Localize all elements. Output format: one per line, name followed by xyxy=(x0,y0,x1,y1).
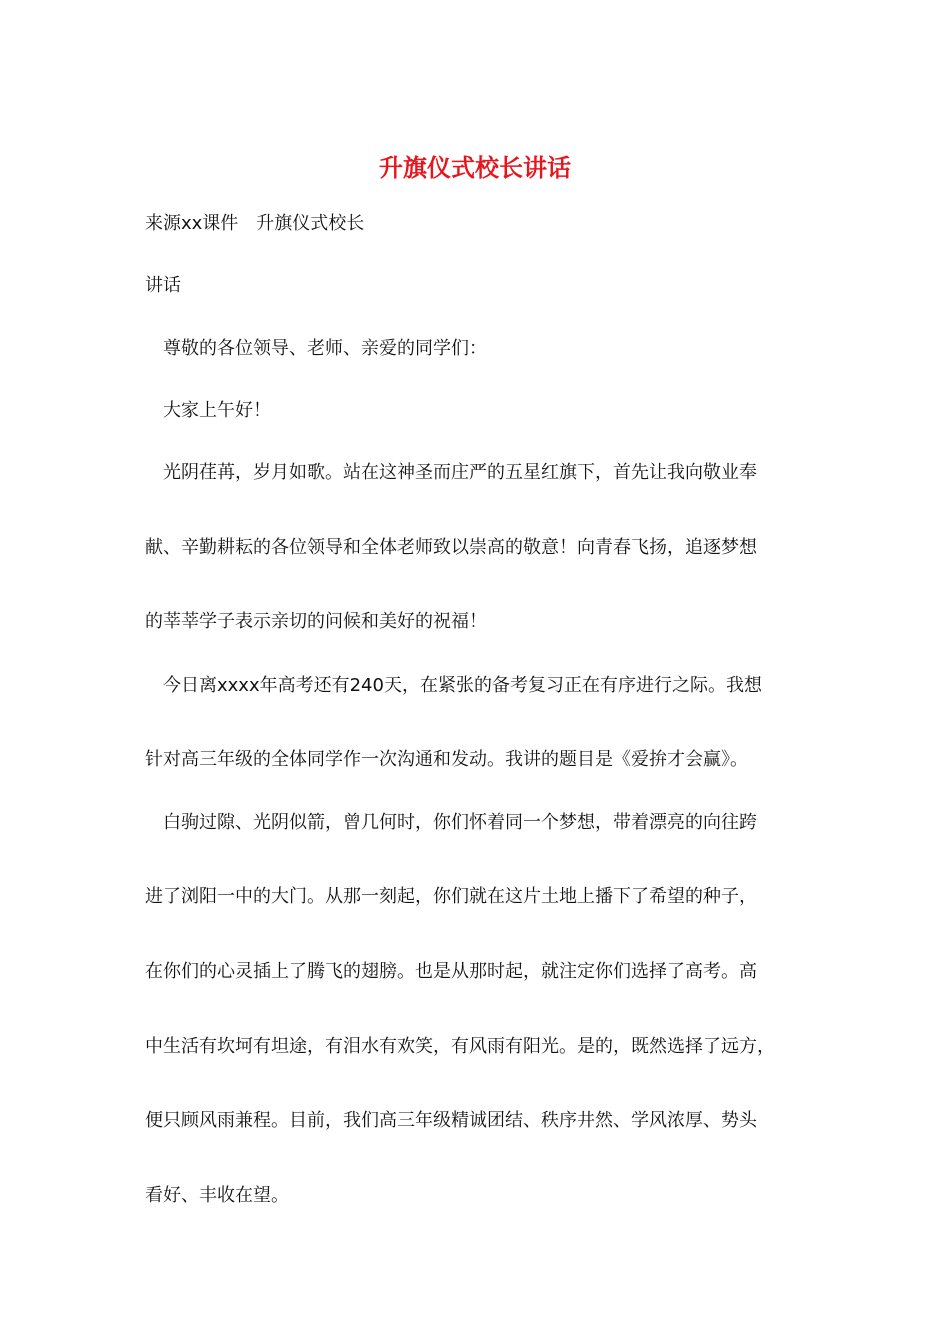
paragraph-3-line-5: 便只顾风雨兼程。目前，我们高三年级精诚团结、秩序井然、学风浓厚、势头 xyxy=(145,1110,757,1131)
greeting: 大家上午好！ xyxy=(163,400,271,421)
paragraph-3-line-1: 白驹过隙、光阴似箭，曾几何时，你们怀着同一个梦想，带着漂亮的向往跨 xyxy=(163,812,757,833)
paragraph-2-line-2: 针对高三年级的全体同学作一次沟通和发动。我讲的题目是《爱拚才会赢》。 xyxy=(145,749,748,770)
paragraph-1-line-1: 光阴荏苒，岁月如歌。站在这神圣而庄严的五星红旗下，首先让我向敬业奉 xyxy=(163,462,757,483)
paragraph-3-line-6: 看好、丰收在望。 xyxy=(145,1185,289,1206)
paragraph-3-line-4: 中生活有坎坷有坦途，有泪水有欢笑，有风雨有阳光。是的，既然选择了远方， xyxy=(145,1036,775,1057)
source-line: 来源xx课件 升旗仪式校长 xyxy=(145,213,365,234)
paragraph-3-line-3: 在你们的心灵插上了腾飞的翅膀。也是从那时起，就注定你们选择了高考。高 xyxy=(145,961,757,982)
document-title: 升旗仪式校长讲话 xyxy=(379,153,571,182)
paragraph-1-line-2: 献、辛勤耕耘的各位领导和全体老师致以崇高的敬意！向青春飞扬，追逐梦想 xyxy=(145,537,757,558)
paragraph-3-line-2: 进了浏阳一中的大门。从那一刻起，你们就在这片土地上播下了希望的种子， xyxy=(145,886,757,907)
salutation: 尊敬的各位领导、老师、亲爱的同学们： xyxy=(163,338,487,359)
source-line-continued: 讲话 xyxy=(145,275,181,296)
paragraph-2-line-1: 今日离xxxx年高考还有240天，在紧张的备考复习正在有序进行之际。我想 xyxy=(163,675,762,696)
paragraph-1-line-3: 的莘莘学子表示亲切的问候和美好的祝福！ xyxy=(145,611,487,632)
